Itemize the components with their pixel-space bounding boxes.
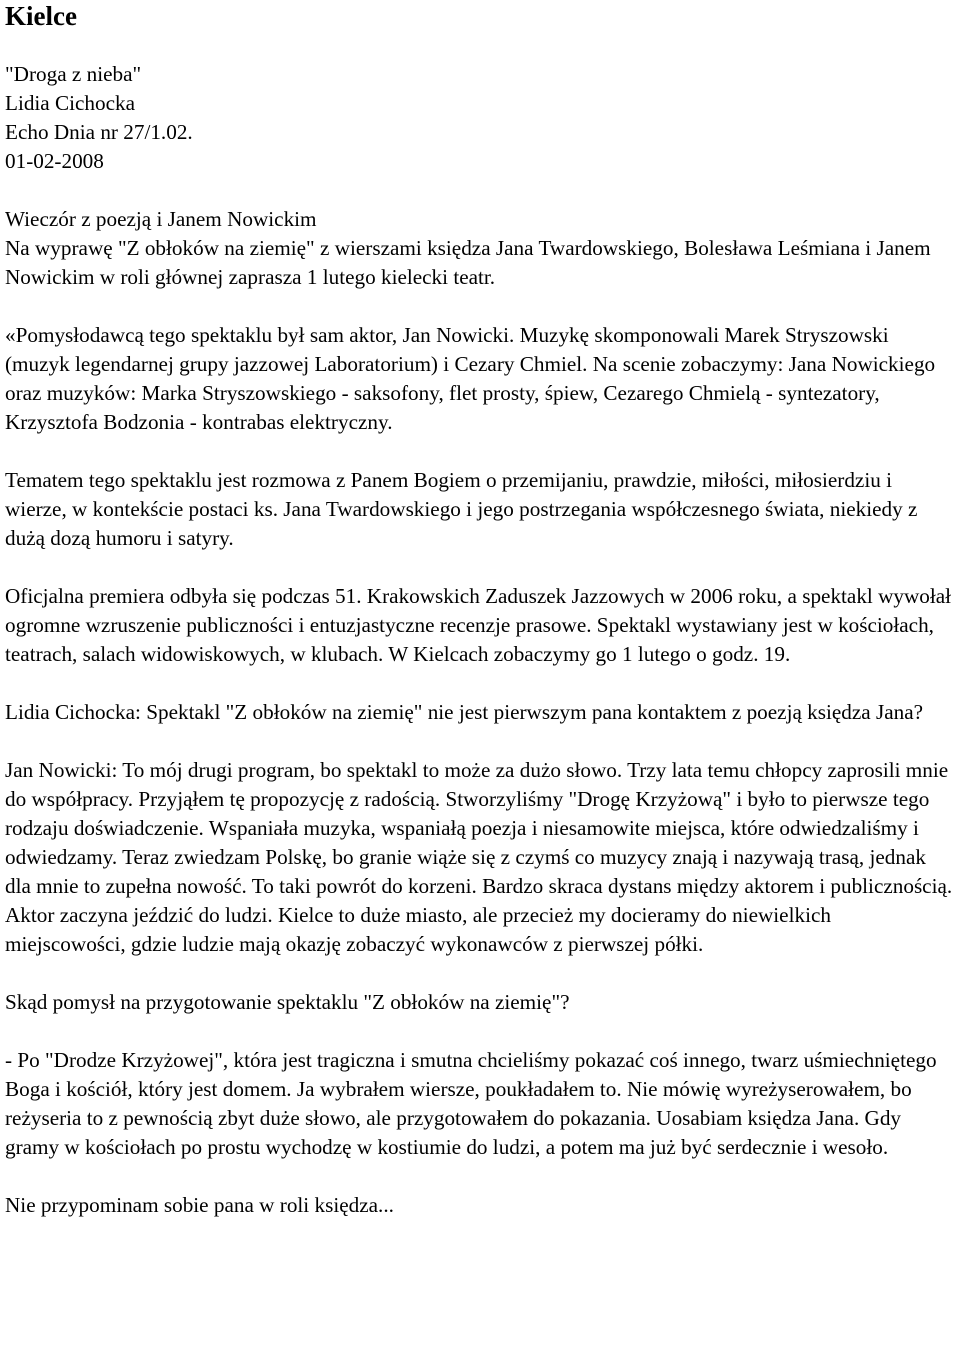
interview-answer-1: Jan Nowicki: To mój drugi program, bo spektakl to może za dużo słowo. Trzy lata temu chłopcy zaprosili mnie do współpracy. Przyjąłem tę propozycję z radością. Stworzyliśmy "Drogę Krzyżową" i było to pierwsze tego rodzaju doświadczenie. Wspaniała muzyka, wspaniałą poezja i niesamowite miejsca, które odwiedzaliśmy i odwiedzamy. Teraz zwiedzam Polskę, bo granie wiąże się z czymś co muzycy znają i nazywają trasą, jednak dla mnie to zupełna nowość. To taki powrót do korzeni. Bardzo skraca dystans między aktorem i publicznością. Aktor zaczyna jeździć do ludzi. Kielce to duże miasto, ale przecież my docieramy do niewielkich miejscowości, gdzie ludzie mają okazję zobaczyć wykonawców z pierwszej półki.	[5, 758, 953, 956]
interview-question-2: Skąd pomysł na przygotowanie spektaklu "Z obłoków na ziemię"?	[5, 990, 570, 1014]
article-lede	[5, 205, 955, 292]
paragraph-1: «Pomysłodawcą tego spektaklu był sam aktor, Jan Nowicki. Muzykę skomponowali Marek Stryszowski (muzyk legendarnej grupy jazzowej Laboratorium) i Cezary Chmiel. Na scenie zobaczymy: Jana Nowickiego oraz muzyków: Marka Stryszowskiego - saksofony, flet prosty, śpiew, Cezarego Chmielą - syntezatory, Krzysztofa Bodzonia - kontrabas elektryczny.	[5, 323, 936, 434]
article-page	[5, 0, 955, 1220]
page-title: Kielce	[5, 1, 77, 31]
article-source: Echo Dnia nr 27/1.02.	[5, 120, 193, 144]
article-author: Lidia Cichocka	[5, 91, 136, 115]
article-subtitle: Wieczór z poezją i Janem Nowickim	[5, 207, 317, 231]
interview-question-1: Lidia Cichocka: Spektakl "Z obłoków na ziemię" nie jest pierwszym pana kontaktem z poezją księdza Jana?	[5, 700, 924, 724]
interview-question-3: Nie przypominam sobie pana w roli księdza...	[5, 1193, 394, 1217]
article-date: 01-02-2008	[5, 149, 104, 173]
paragraph-3: Oficjalna premiera odbyła się podczas 51. Krakowskich Zaduszek Jazzowych w 2006 roku, a spektakl wywołał ogromne wzruszenie publiczności i entuzjastyczne recenzje prasowe. Spektakl wystawiany jest w kościołach, teatrach, salach widowiskowych, w klubach. W Kielcach zobaczymy go 1 lutego o godz. 19.	[5, 584, 952, 666]
lede-text: Na wyprawę "Z obłoków na ziemię" z wierszami księdza Jana Twardowskiego, Bolesława Leśmiana i Janem Nowickim w roli głównej zaprasza 1 lutego kielecki teatr.	[5, 236, 931, 289]
article-headline: "Droga z nieba"	[5, 62, 142, 86]
article-meta	[5, 60, 955, 176]
interview-answer-2: - Po "Drodze Krzyżowej", która jest tragiczna i smutna chcieliśmy pokazać coś innego, twarz uśmiechniętego Boga i kościół, który jest domem. Ja wybrałem wiersze, poukładałem to. Nie mówię wyreżyserowałem, bo reżyseria to z pewnością zbyt duże słowo, ale przygotowałem do pokazania. Uosabiam księdza Jana. Gdy gramy w kościołach po prostu wychodzę w kostiumie do ludzi, a potem ma już być serdecznie i wesoło.	[5, 1048, 937, 1159]
paragraph-2: Tematem tego spektaklu jest rozmowa z Panem Bogiem o przemijaniu, prawdzie, miłości, miłosierdziu i wierze, w kontekście postaci ks. Jana Twardowskiego i jego postrzegania współczesnego świata, niekiedy z dużą dozą humoru i satyry.	[5, 468, 918, 550]
